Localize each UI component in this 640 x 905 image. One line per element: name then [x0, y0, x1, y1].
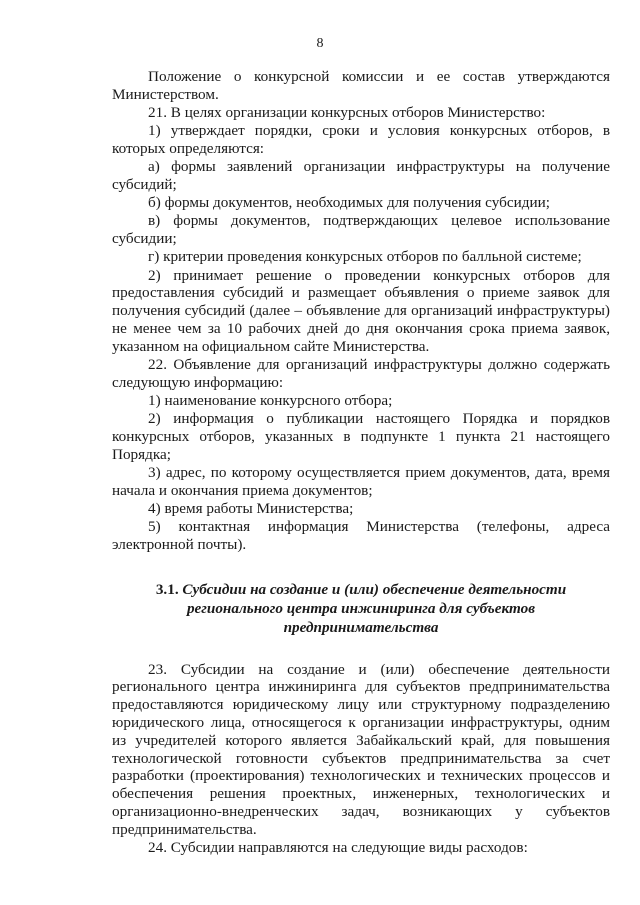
- paragraph: 23. Субсидии на создание и (или) обеспечение деятельности регионального центра инжиниринга для субъектов предпринимательства предоставляются юридическому лицу или структурному подразделению юридического лица, относящегося к организации инфраструктуры, одним из учредителей которого является Забайкальский край, для повышения технологической готовности субъектов предпринимательства за счет разработки (проектирования) технологических и технических процессов и обеспечения решения проектных, инженерных, технологических и организационно-внедренческих задач, возникающих у субъектов предпринимательства.: [112, 660, 610, 838]
- paragraph: 5) контактная информация Министерства (телефоны, адреса электронной почты).: [112, 518, 610, 553]
- section-number: 3.1.: [155, 580, 179, 598]
- paragraph: г) критерии проведения конкурсных отборов по балльной системе;: [148, 248, 582, 266]
- document-body: [112, 68, 610, 857]
- paragraph: 24. Субсидии направляются на следующие виды расходов:: [148, 838, 528, 856]
- paragraph: а) формы заявлений организации инфраструктуры на получение субсидий;: [112, 158, 610, 193]
- paragraph: 21. В целях организации конкурсных отборов Министерство:: [148, 103, 546, 121]
- paragraph: в) формы документов, подтверждающих целевое использование субсидии;: [112, 212, 610, 248]
- paragraph: 1) утверждает порядки, сроки и условия конкурсных отборов, в которых определяются:: [112, 122, 610, 157]
- paragraph: 2) информация о публикации настоящего Порядка и порядков конкурсных отборов, указанных в подпункте 1 пункта 21 настоящего Порядка;: [112, 410, 610, 463]
- paragraph: б) формы документов, необходимых для получения субсидии;: [148, 194, 550, 212]
- page-number: 8: [316, 36, 324, 51]
- paragraph: Положение о конкурсной комиссии и ее состав утверждаются Министерством.: [112, 68, 610, 103]
- section-title: Субсидии на создание и (или) обеспечение деятельности регионального центра инжиниринга для субъектов предпринимательства: [182, 580, 567, 636]
- paragraph: 1) наименование конкурсного отбора;: [148, 391, 393, 409]
- paragraph: 3) адрес, по которому осуществляется прием документов, дата, время начала и окончания приема документов;: [112, 463, 610, 499]
- paragraph: 22. Объявление для организаций инфраструктуры должно содержать следующую информацию:: [112, 355, 610, 391]
- section-heading: [124, 580, 598, 637]
- paragraph: 4) время работы Министерства;: [148, 499, 354, 517]
- paragraph: 2) принимает решение о проведении конкурсных отборов для предоставления субсидий и размещает объявления о приеме заявок для получения субсидий (далее – объявление для организаций инфраструктуры) не менее чем за 10 рабочих дней до дня окончания срока приема заявок, указанном на официальном сайте Министерства.: [112, 266, 610, 355]
